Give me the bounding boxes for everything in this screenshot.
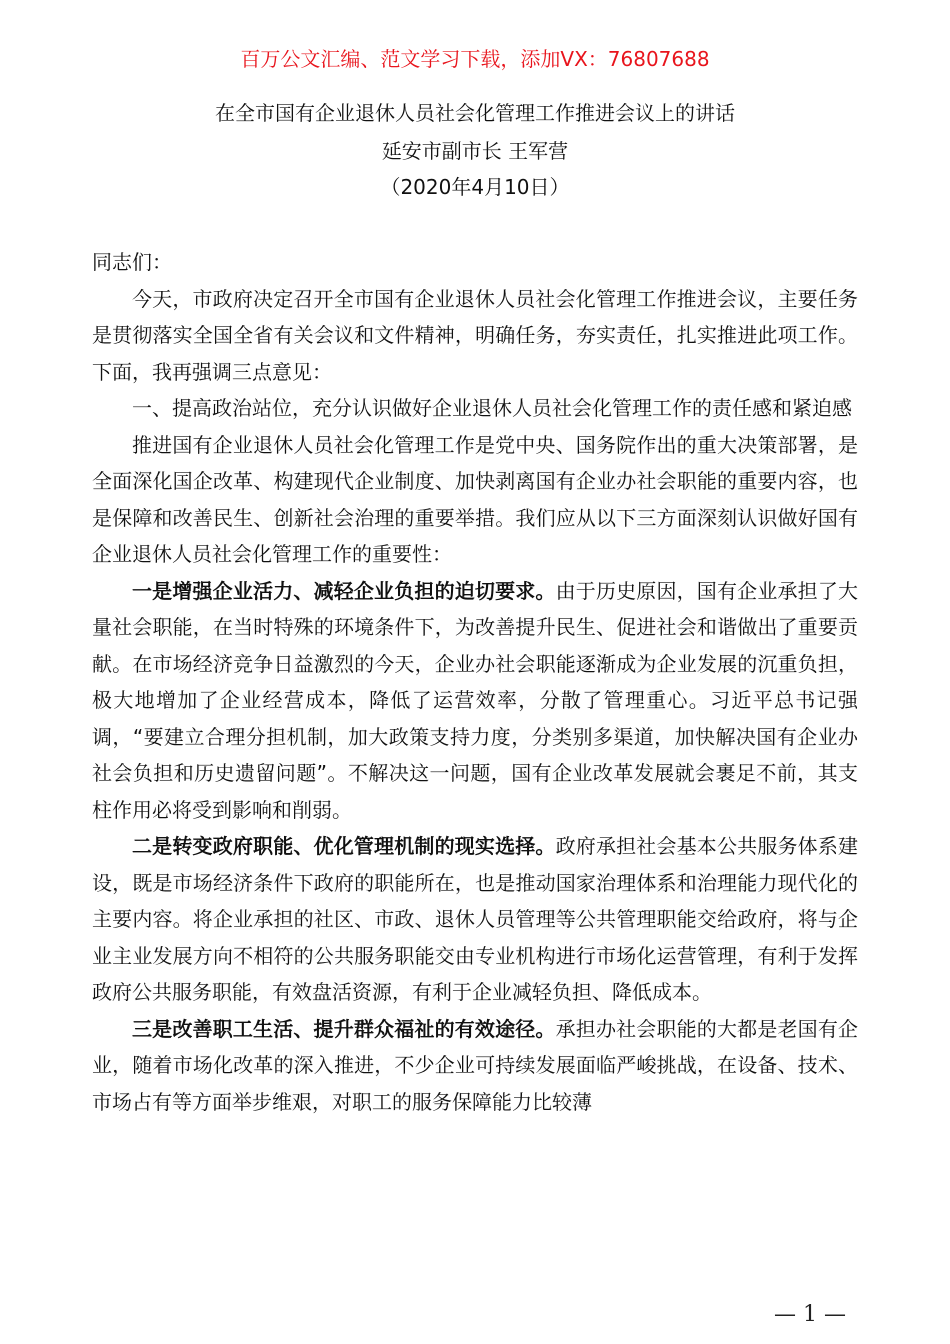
point-2-text: 政府承担社会基本公共服务体系建设，既是市场经济条件下政府的职能所在，也是推动国家治理体系和治理能力现代化的主要内容。将企业承担的社区、市政、退休人员管理等公共管理职能交给政府，将与企业主业发展方向不相符的公共服务职能交由专业机构进行市场化运营管理，有利于发挥政府公共服务职能，有效盘活资源，有利于企业减轻负担、降低成本。 [92,834,859,1004]
point-3-lead: 三是改善职工生活、提升群众福祉的有效途径。 [132,1016,556,1041]
paragraph-intro: 今天，市政府决定召开全市国有企业退休人员社会化管理工作推进会议，主要任务是贯彻落实全国全省有关会议和文件精神，明确任务，夯实责任，扎实推进此项工作。下面，我再强调三点意见： [92,286,858,384]
watermark-banner: 百万公文汇编、范文学习下载，添加VX：76807688 [240,47,710,71]
paragraph-importance: 推进国有企业退休人员社会化管理工作是党中央、国务院作出的重大决策部署，是全面深化国企改革、构建现代企业制度、加快剥离国有企业办社会职能的重要内容，也是保障和改善民生、创新社会治理的重要举措。我们应从以下三方面深刻认识做好国有企业退休人员社会化管理工作的重要性： [92,432,858,566]
salutation: 同志们： [92,250,172,274]
point-2-lead: 二是转变政府职能、优化管理机制的现实选择。 [132,834,556,858]
speech-date: （2020年4月10日） [380,175,570,199]
document-body [92,244,858,1120]
section-heading-1: 一、提高政治站位，充分认识做好企业退休人员社会化管理工作的责任感和紧迫感 [132,396,852,420]
paragraph-point-2 [92,828,858,1011]
page-number: — 1 — [774,1302,846,1327]
point-1-text: 由于历史原因，国有企业承担了大量社会职能，在当时特殊的环境条件下，为改善提升民生、促进社会和谐做出了重要贡献。在市场经济竞争日益激烈的今天，企业办社会职能逐渐成为企业发展的沉重负担，极大地增加了企业经营成本，降低了运营效率，分散了管理重心。习近平总书记强调，“要建立合理分担机制，加大政策支持力度，分类别多渠道，加快解决国有企业办社会负担和历史遗留问题”。不解决这一问题，国有企业改革发展就会裹足不前，其支柱作用必将受到影响和削弱。 [92,578,859,822]
document-title: 在全市国有企业退休人员社会化管理工作推进会议上的讲话 [215,101,735,125]
paragraph-point-3 [92,1011,858,1121]
speaker-line: 延安市副市长 王军营 [381,139,569,163]
point-1-lead: 一是增强企业活力、减轻企业负担的迫切要求。 [132,578,556,603]
point-3-text: 承担办社会职能的大都是老国有企业，随着市场化改革的深入推进，不少企业可持续发展面临严峻挑战，在设备、技术、市场占有等方面举步维艰，对职工的服务保障能力比较薄 [92,1016,859,1114]
paragraph-point-1 [92,573,858,829]
